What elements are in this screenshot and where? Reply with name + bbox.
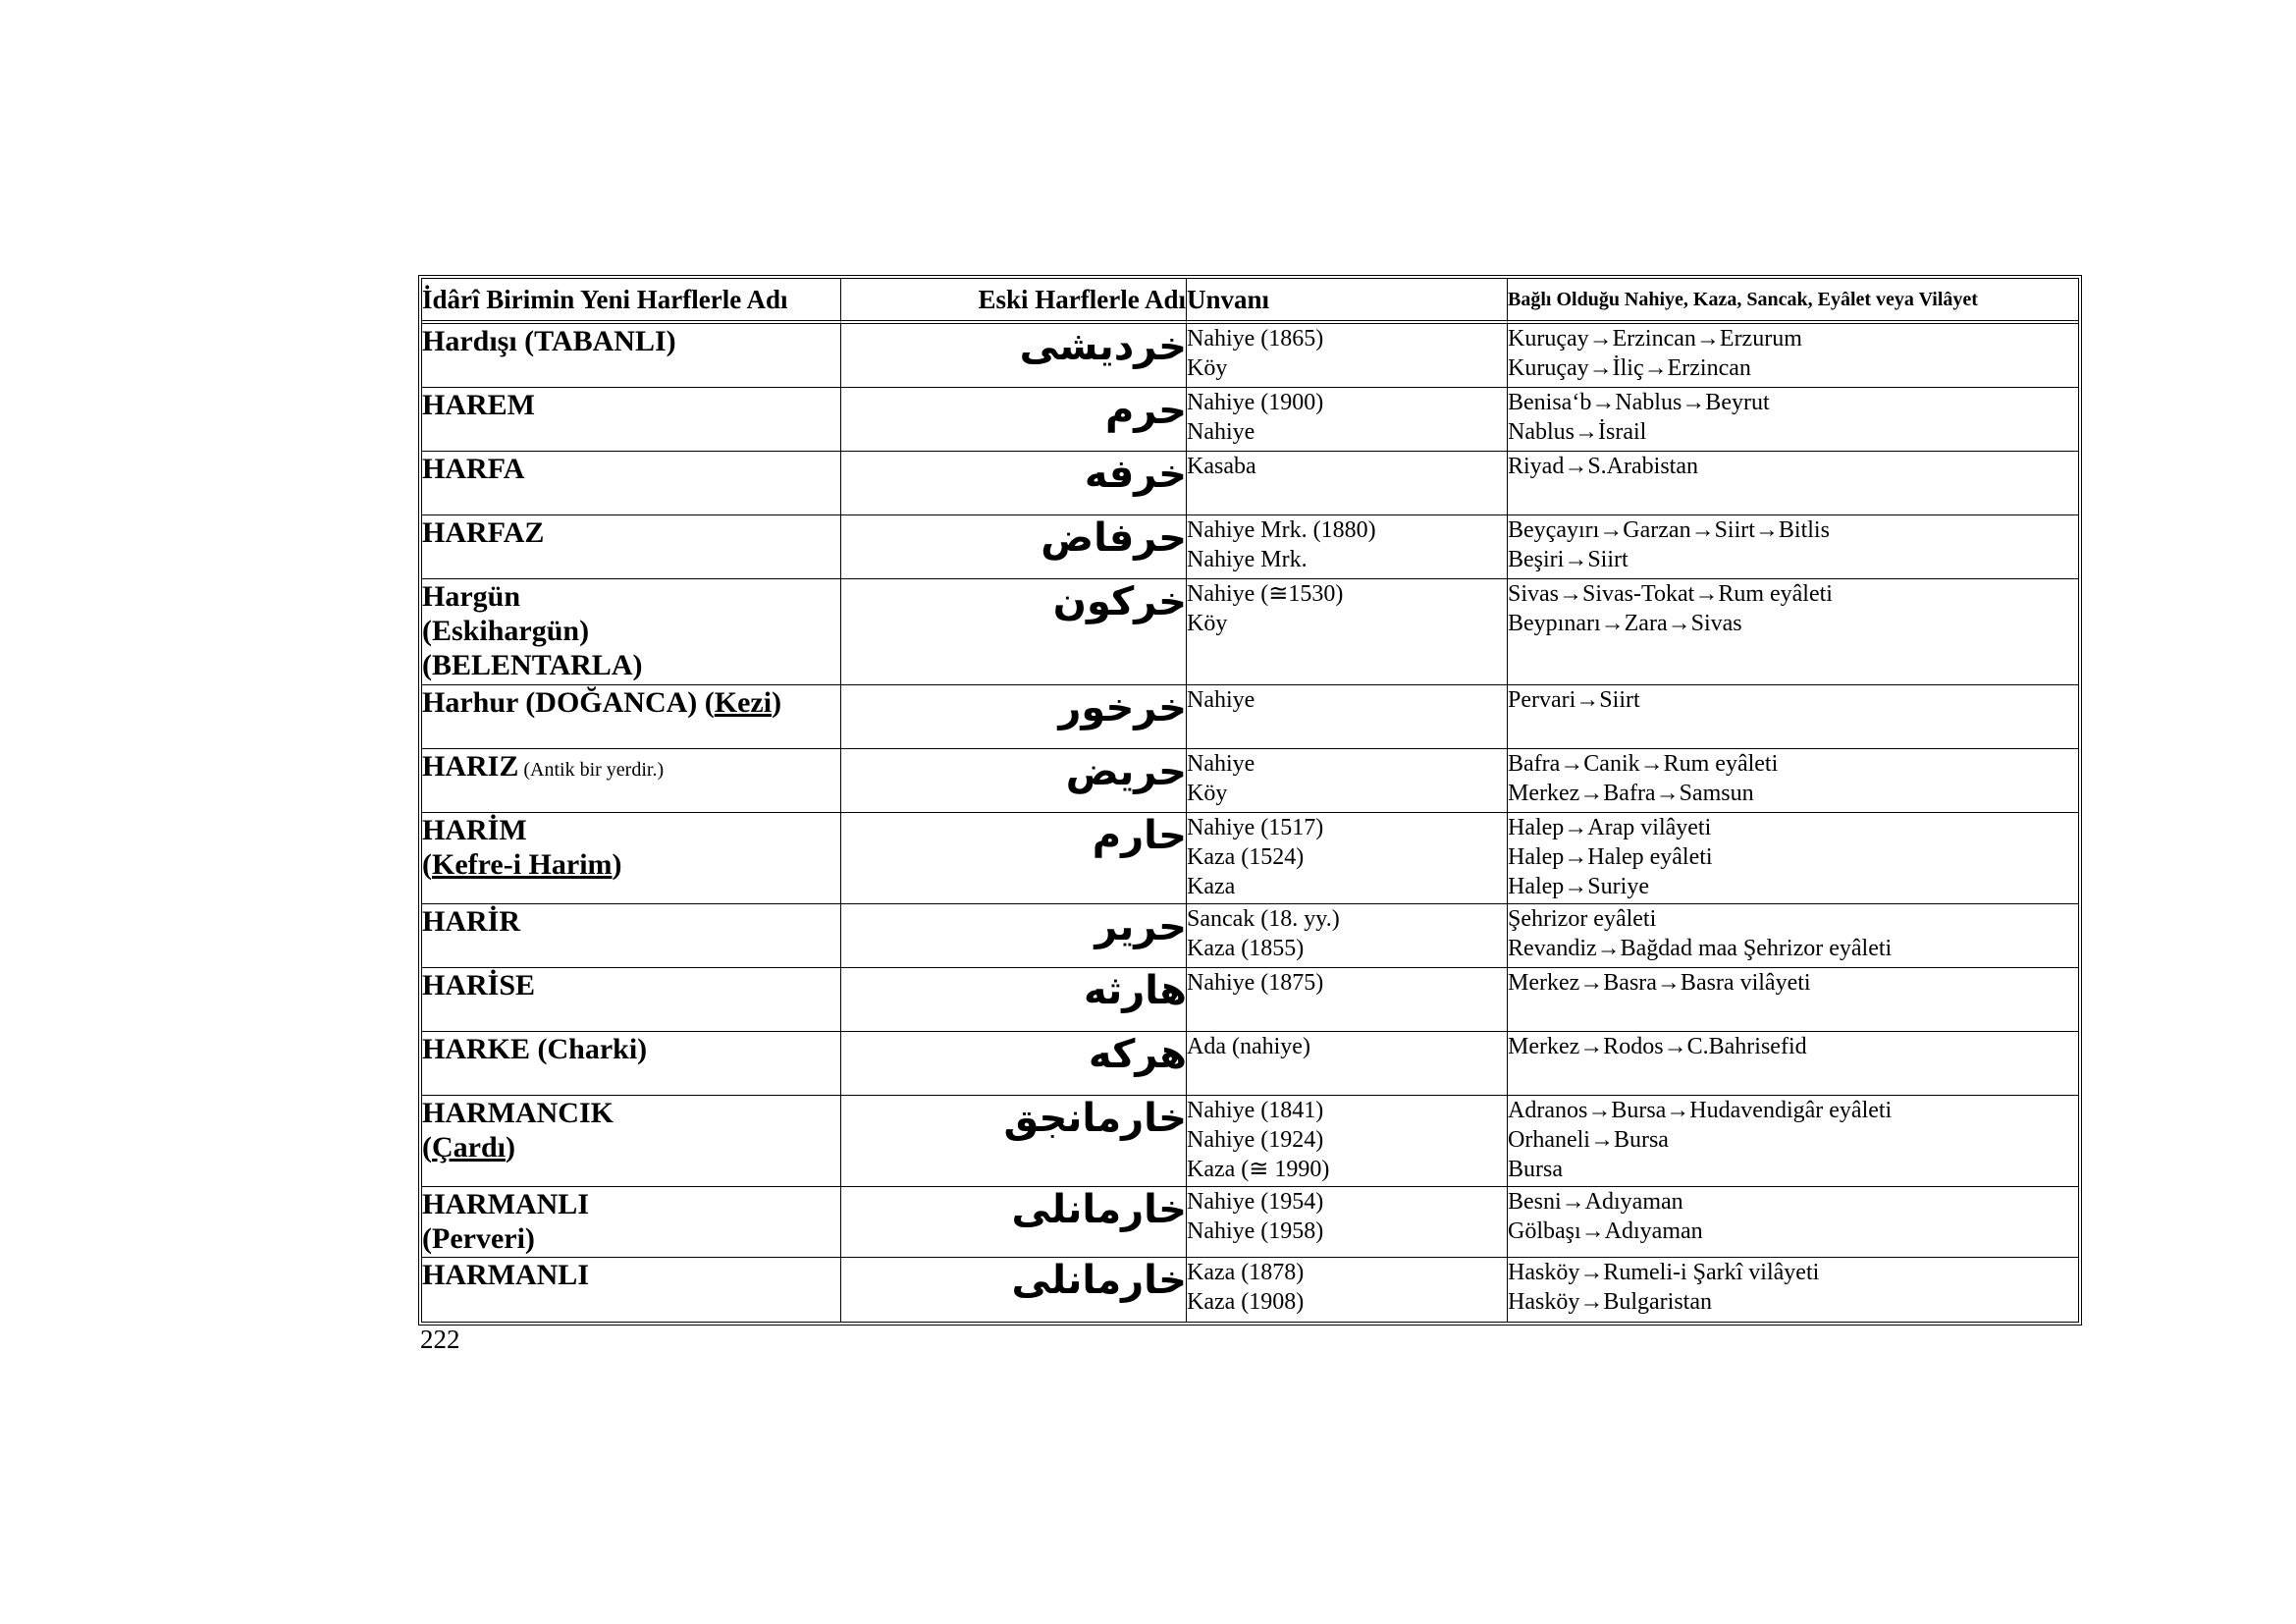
old-script-name: هركه [841,1032,1187,1096]
old-script-name: حرير [841,904,1187,968]
parent-unit: Riyad→S.Arabistan [1508,452,2078,515]
table-row [422,1187,2078,1258]
header-row [422,279,2078,324]
parent-unit: Beyçayırı→Garzan→Siirt→Bitlis Beşiri→Siirt [1508,515,2078,579]
old-script-name: حريض [841,749,1187,813]
header-name: İdârî Birimin Yeni Harflerle Adı [422,279,841,324]
table-row [422,1096,2078,1187]
parent-unit: Kuruçay→Erzincan→Erzurum Kuruçay→İliç→Erzincan [1508,324,2078,388]
unit-title: Nahiye (1875) [1187,968,1508,1032]
old-script-name: حرفاض [841,515,1187,579]
unit-name: HARİSE [422,968,841,1032]
unit-name: HARIZ (Antik bir yerdir.) [422,749,841,813]
old-script-name: خارمانجق [841,1096,1187,1187]
parent-unit: Halep→Arap vilâyeti Halep→Halep eyâleti Halep→Suriye [1508,813,2078,904]
old-script-name: حرم [841,388,1187,452]
parent-unit: Pervari→Siirt [1508,685,2078,749]
parent-unit: Şehrizor eyâleti Revandiz→Bağdad maa Şehrizor eyâleti [1508,904,2078,968]
old-script-name: خرفه [841,452,1187,515]
unit-title: Nahiye (1954) Nahiye (1958) [1187,1187,1508,1258]
parent-unit: Merkez→Basra→Basra vilâyeti [1508,968,2078,1032]
unit-title: Nahiye (1517) Kaza (1524) Kaza [1187,813,1508,904]
unit-title: Nahiye (1841) Nahiye (1924) Kaza (≅ 1990) [1187,1096,1508,1187]
table-row [422,968,2078,1032]
parent-unit: Bafra→Canik→Rum eyâleti Merkez→Bafra→Samsun [1508,749,2078,813]
parent-unit: Hasköy→Rumeli-i Şarkî vilâyeti Hasköy→Bulgaristan [1508,1260,1820,1315]
unit-title: Nahiye (1865) Köy [1187,324,1508,388]
unit-name: HARMANLI [422,1258,841,1322]
unit-title: Kasaba [1187,452,1508,515]
header-title: Unvanı [1187,279,1508,324]
unit-name: HARMANCIK (Çardı) [422,1096,841,1187]
unit-name: HARFA [422,452,841,515]
unit-title: Nahiye [1187,685,1508,749]
table-row [422,904,2078,968]
table-row [422,685,2078,749]
table-row [422,813,2078,904]
parent-unit: Benisa‘b→Nablus→Beyrut Nablus→İsrail [1508,388,2078,452]
header-old-script: Eski Harflerle Adı [841,279,1187,324]
old-script-name: خرخور [841,685,1187,749]
idari-birim-table [418,275,2082,1326]
unit-title: Kaza (1878) Kaza (1908) [1187,1258,1508,1322]
unit-title: Nahiye (1900) Nahiye [1187,388,1508,452]
table-row [422,324,2078,388]
table-row [422,1032,2078,1096]
table-row [422,579,2078,685]
old-script-name: خارمانلى [841,1258,1187,1322]
parent-unit: Besni→Adıyaman Gölbaşı→Adıyaman [1508,1187,2078,1258]
unit-name: HARKE (Charki) [422,1032,841,1096]
old-script-name: خركون [841,579,1187,685]
unit-name: HARİM (Kefre-i Harim) [422,813,841,904]
unit-name: Harhur (DOĞANCA) (Kezi) [422,685,841,749]
table-row [422,1258,2078,1322]
old-script-name: خارمانلى [841,1187,1187,1258]
unit-name: HARFAZ [422,515,841,579]
old-script-name: حارم [841,813,1187,904]
table-row [422,388,2078,452]
unit-note: (Antik bir yerdir.) [518,759,665,781]
parent-unit: Sivas→Sivas-Tokat→Rum eyâleti Beypınarı→Zara→Sivas [1508,579,2078,685]
unit-name: HARMANLI (Perveri) [422,1187,841,1258]
old-script-name: هارثه [841,968,1187,1032]
unit-name: Hargün (Eskihargün) (BELENTARLA) [422,579,841,685]
unit-title: Sancak (18. yy.) Kaza (1855) [1187,904,1508,968]
unit-name: HARİR [422,904,841,968]
table-row [422,749,2078,813]
page-number: 222 [420,1325,460,1354]
parent-unit: Adranos→Bursa→Hudavendigâr eyâleti Orhaneli→Bursa Bursa [1508,1096,2078,1187]
table-row [422,515,2078,579]
old-script-name: خرديشى [841,324,1187,388]
unit-title: Nahiye Köy [1187,749,1508,813]
table-body [422,324,2078,1322]
unit-name: HAREM [422,388,841,452]
parent-unit: Merkez→Rodos→C.Bahrisefid [1508,1032,2078,1096]
unit-title: Nahiye (≅1530) Köy [1187,579,1508,685]
unit-title: Ada (nahiye) [1187,1032,1508,1096]
unit-title: Nahiye Mrk. (1880) Nahiye Mrk. [1187,515,1508,579]
unit-name: Hardışı (TABANLI) [422,324,841,388]
header-parent: Bağlı Olduğu Nahiye, Kaza, Sancak, Eyâlet veya Vilâyet [1508,279,2078,324]
table-row [422,452,2078,515]
